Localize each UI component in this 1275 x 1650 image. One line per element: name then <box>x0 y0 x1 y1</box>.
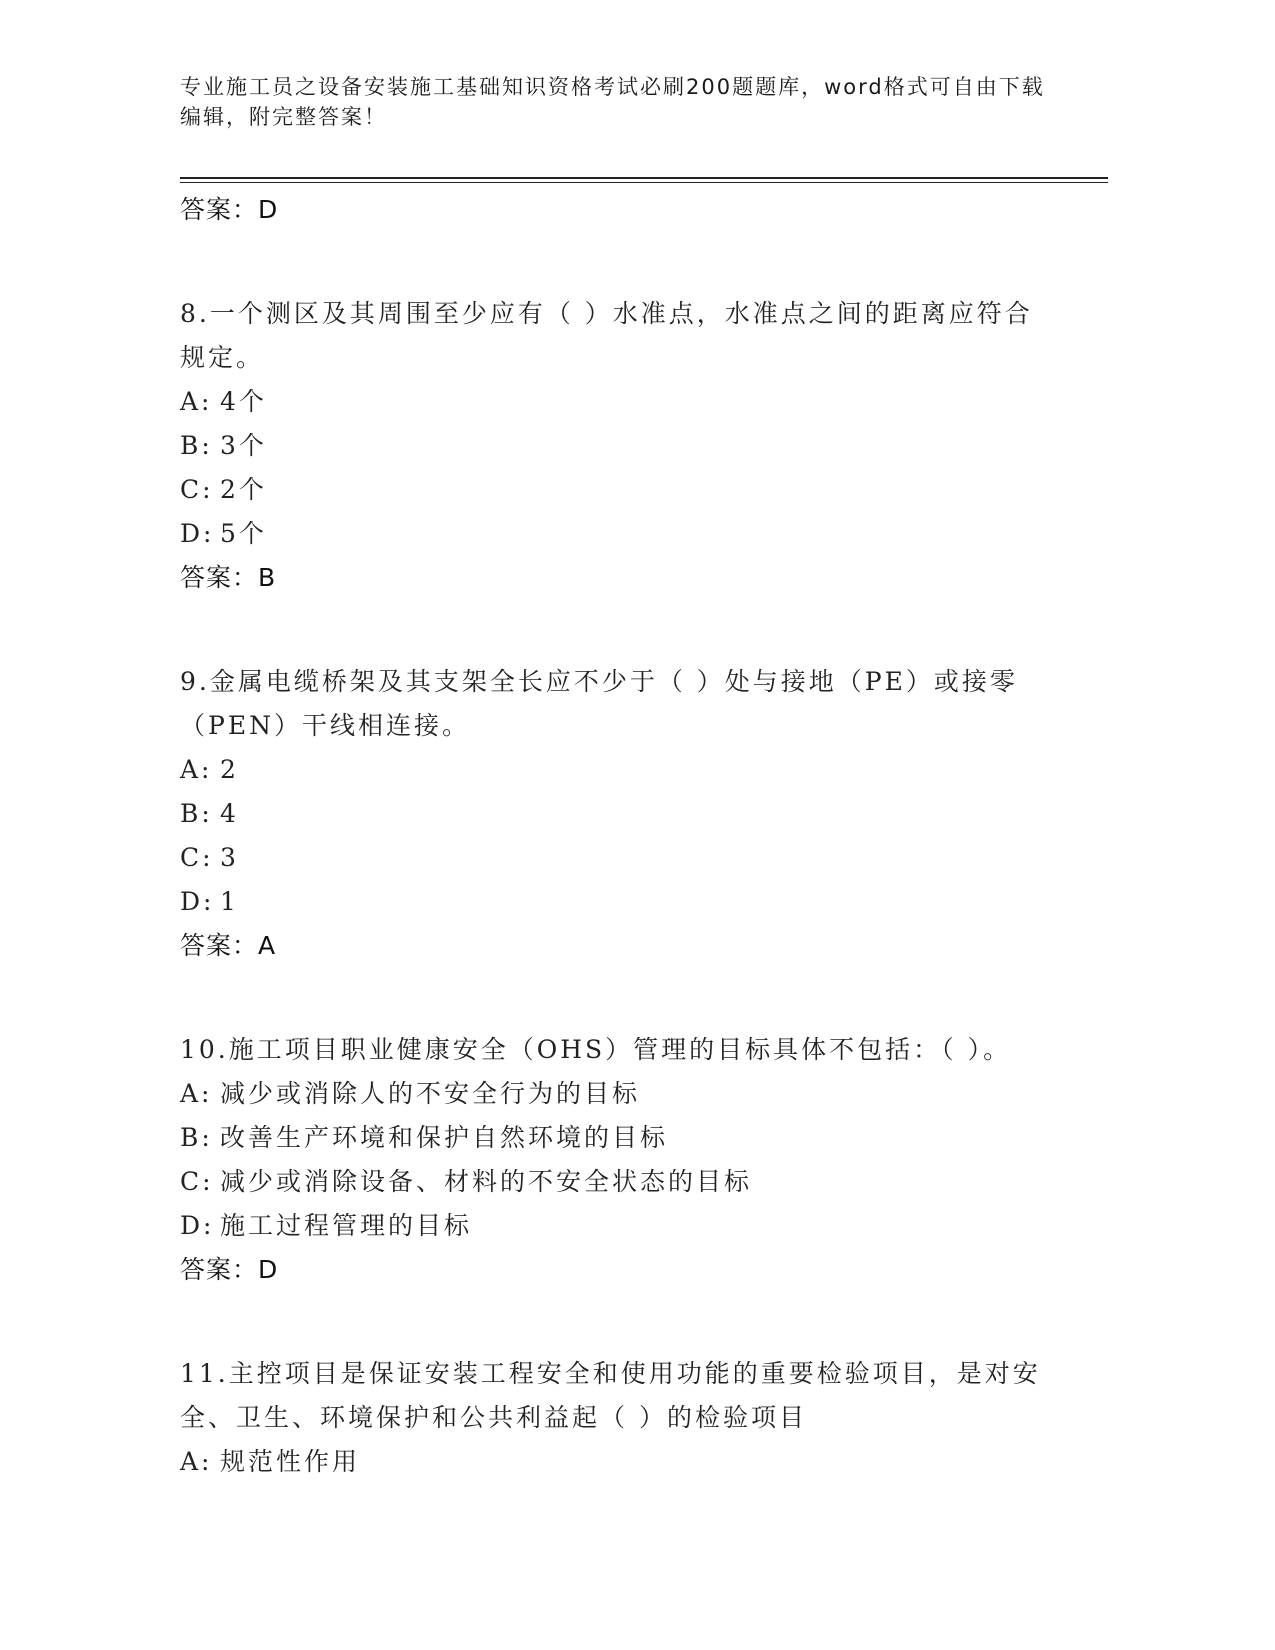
spacer <box>180 968 1080 1028</box>
option-key: D: <box>180 1211 215 1240</box>
option-b <box>180 792 1080 836</box>
option-a <box>180 380 1080 424</box>
document-header: 专业施工员之设备安装施工基础知识资格考试必刷200题题库，word格式可自由下载编辑，附完整答案！ <box>180 75 1045 129</box>
question-text: 11.主控项目是保证安装工程安全和使用功能的重要检验项目，是对安全、卫生、环境保护和公共利益起（ ）的检验项目 <box>180 1359 1041 1432</box>
header-divider <box>180 177 1108 183</box>
option-text: 减少或消除人的不安全行为的目标 <box>220 1079 641 1108</box>
answer-line: 答案：A <box>180 931 277 960</box>
option-text: 1 <box>220 887 239 916</box>
option-text: 3个 <box>220 431 267 460</box>
option-text: 规范性作用 <box>220 1447 361 1476</box>
option-text: 3 <box>220 843 239 872</box>
option-a <box>180 1440 1080 1484</box>
question-text: 10.施工项目职业健康安全（OHS）管理的目标具体不包括：（ ）。 <box>180 1035 1012 1064</box>
option-key: A: <box>180 1447 213 1476</box>
option-key: B: <box>180 431 213 460</box>
question-9 <box>180 660 1080 968</box>
option-text: 改善生产环境和保护自然环境的目标 <box>220 1123 669 1152</box>
answer-line: 答案：B <box>180 563 277 592</box>
option-a <box>180 748 1080 792</box>
question-10 <box>180 1028 1080 1292</box>
spacer <box>180 232 1080 292</box>
option-key: B: <box>180 1123 213 1152</box>
question-8 <box>180 292 1080 600</box>
option-b <box>180 424 1080 468</box>
question-list <box>180 188 1080 1484</box>
option-a <box>180 1072 1080 1116</box>
option-text: 2 <box>220 755 239 784</box>
question-text: 9.金属电缆桥架及其支架全长应不少于（ ）处与接地（PE）或接零（PEN）干线相连接。 <box>180 667 1018 740</box>
option-text: 5个 <box>220 519 267 548</box>
option-b <box>180 1116 1080 1160</box>
option-text: 4个 <box>220 387 267 416</box>
option-key: A: <box>180 1079 213 1108</box>
option-key: B: <box>180 799 213 828</box>
option-key: C: <box>180 843 214 872</box>
option-d <box>180 1204 1080 1248</box>
question-text: 8.一个测区及其周围至少应有（ ）水准点，水准点之间的距离应符合规定。 <box>180 299 1033 372</box>
option-key: D: <box>180 519 215 548</box>
option-key: C: <box>180 475 214 504</box>
option-key: A: <box>180 387 213 416</box>
answer-line: 答案：D <box>180 1255 279 1284</box>
option-text: 4 <box>220 799 239 828</box>
option-c <box>180 1160 1080 1204</box>
option-c <box>180 836 1080 880</box>
option-c <box>180 468 1080 512</box>
option-key: C: <box>180 1167 214 1196</box>
spacer <box>180 600 1080 660</box>
previous-answer: 答案：D <box>180 195 279 224</box>
question-11 <box>180 1352 1080 1484</box>
option-text: 减少或消除设备、材料的不安全状态的目标 <box>220 1167 753 1196</box>
option-d <box>180 512 1080 556</box>
option-text: 施工过程管理的目标 <box>220 1211 473 1240</box>
option-text: 2个 <box>220 475 267 504</box>
option-d <box>180 880 1080 924</box>
option-key: A: <box>180 755 213 784</box>
option-key: D: <box>180 887 215 916</box>
spacer <box>180 1292 1080 1352</box>
